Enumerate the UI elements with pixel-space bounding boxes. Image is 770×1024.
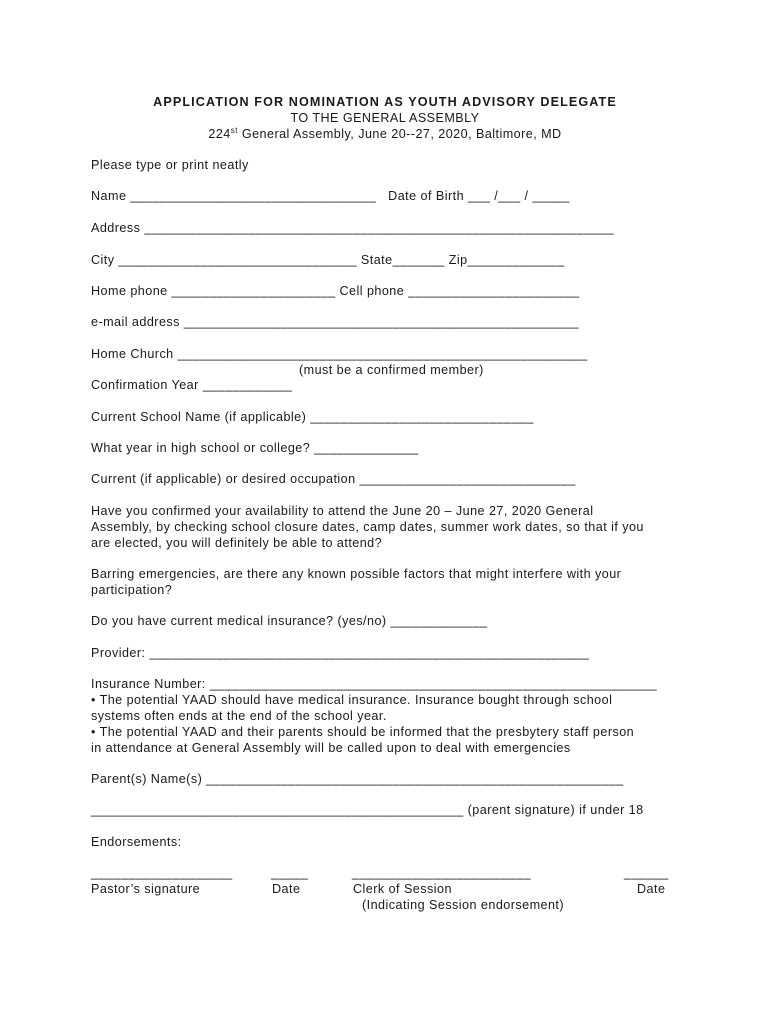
school-year-field[interactable]: What year in high school or college? ______________ [91, 441, 419, 455]
assembly-suffix: st [230, 126, 238, 135]
assembly-details [0, 126, 770, 142]
parent-signature-field[interactable]: __________________________________________________ (parent signature) if under 18 [91, 803, 644, 817]
school-name-field[interactable]: Current School Name (if applicable) ______________________________ [91, 410, 534, 424]
email-field[interactable]: e-mail address _____________________________________________________ [91, 315, 579, 329]
clerk-signature-line[interactable]: ________________________ [352, 866, 531, 880]
clerk-endorsement-note: (Indicating Session endorsement) [362, 898, 565, 912]
availability-question-line: Assembly, by checking school closure dates, camp dates, summer work dates, so that if you [91, 520, 644, 534]
pastor-signature-label: Pastor’s signature [91, 882, 201, 896]
insurance-number-field[interactable]: Insurance Number: ____________________________________________________________ [91, 677, 657, 691]
assembly-text: General Assembly, June 20--27, 2020, Baltimore, MD [237, 127, 562, 141]
name-dob-field[interactable]: Name _________________________________ Date of Birth ___ /___ / _____ [91, 189, 570, 203]
confirmation-year-field[interactable]: Confirmation Year ____________ [91, 378, 293, 392]
endorsements-heading: Endorsements: [91, 835, 182, 849]
instruction-text: Please type or print neatly [91, 158, 249, 172]
barring-question-line: participation? [91, 583, 173, 597]
insurance-note-line: systems often ends at the end of the school year. [91, 709, 387, 723]
form-subtitle: TO THE GENERAL ASSEMBLY [290, 111, 480, 125]
home-church-field[interactable]: Home Church _______________________________________________________ [91, 347, 588, 361]
insurance-note-line: in attendance at General Assembly will be called upon to deal with emergencies [91, 741, 571, 755]
availability-question-line: Have you confirmed your availability to attend the June 20 – June 27, 2020 General [91, 504, 594, 518]
insurance-note-line: • The potential YAAD and their parents should be informed that the presbytery staff person [91, 725, 635, 739]
insurance-note-line: • The potential YAAD should have medical insurance. Insurance bought through school [91, 693, 613, 707]
assembly-number: 224 [208, 127, 231, 141]
clerk-date-line[interactable]: ______ [624, 866, 669, 880]
pastor-date-line[interactable]: _____ [271, 866, 309, 880]
address-field[interactable]: Address _______________________________________________________________ [91, 221, 614, 235]
church-note: (must be a confirmed member) [299, 363, 484, 377]
occupation-field[interactable]: Current (if applicable) or desired occupation _____________________________ [91, 472, 576, 486]
pastor-signature-line[interactable]: ___________________ [91, 866, 233, 880]
parents-name-field[interactable]: Parent(s) Name(s) ________________________________________________________ [91, 772, 624, 786]
clerk-date-label: Date [637, 882, 666, 896]
form-title: APPLICATION FOR NOMINATION AS YOUTH ADVISORY DELEGATE [153, 95, 617, 109]
pastor-date-label: Date [272, 882, 301, 896]
medical-insurance-field[interactable]: Do you have current medical insurance? (yes/no) _____________ [91, 614, 488, 628]
provider-field[interactable]: Provider: ___________________________________________________________ [91, 646, 590, 660]
barring-question-line: Barring emergencies, are there any known possible factors that might interfere with your [91, 567, 622, 581]
phone-fields[interactable]: Home phone ______________________ Cell phone _______________________ [91, 284, 580, 298]
clerk-of-session-label: Clerk of Session [353, 882, 452, 896]
city-state-zip-field[interactable]: City ________________________________ State_______ Zip_____________ [91, 253, 565, 267]
availability-question-line: are elected, you will definitely be able to attend? [91, 536, 383, 550]
